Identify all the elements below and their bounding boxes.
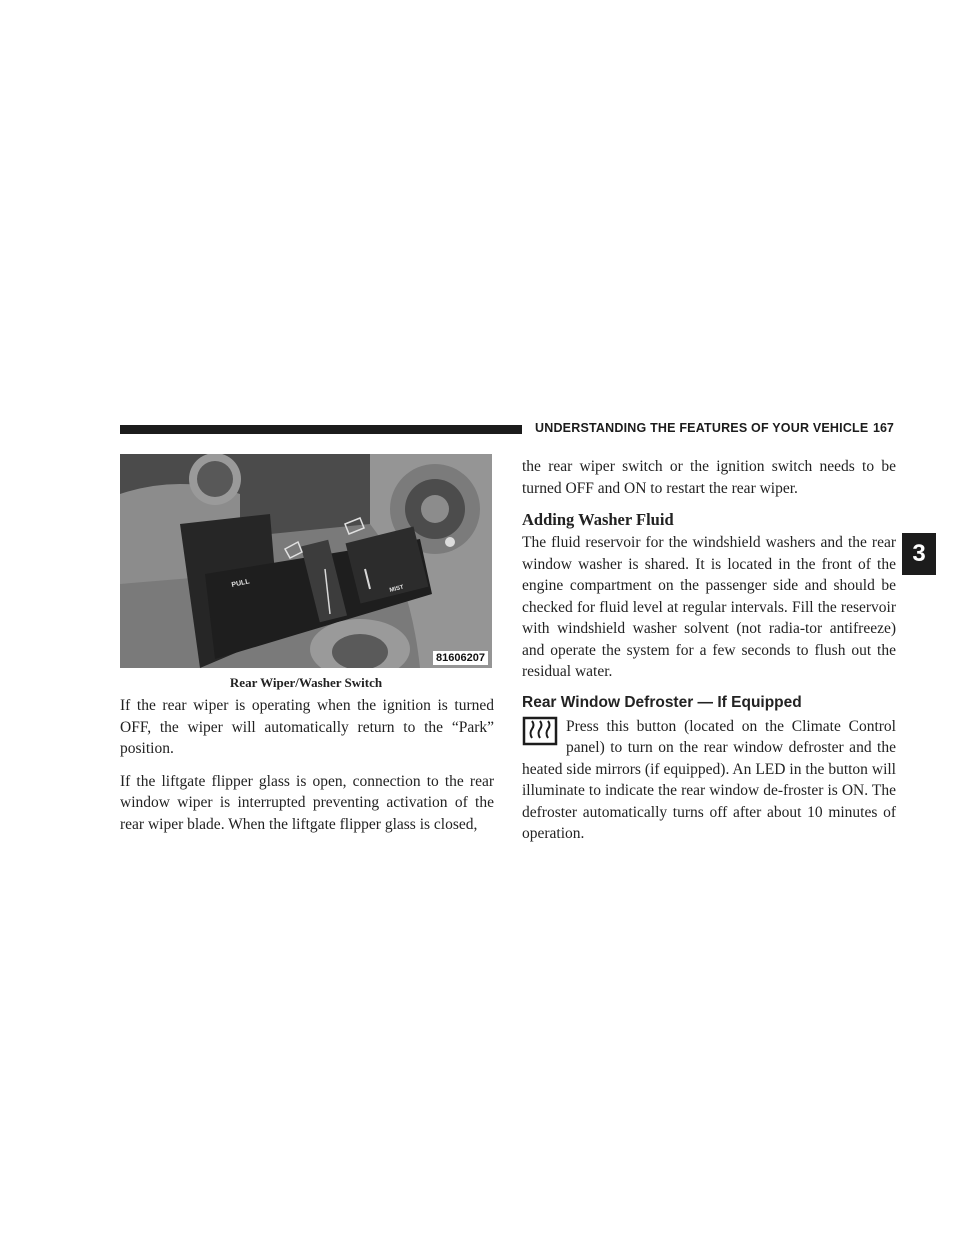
- pull-label: PULL: [230, 578, 251, 589]
- running-header-title: UNDERSTANDING THE FEATURES OF YOUR VEHICLE: [535, 421, 869, 435]
- washer-fluid-paragraph: The fluid reservoir for the windshield washers and the rear window washer is shared. It is located in the front of the engine compartment on the passenger side and should be checked for fluid level at regular intervals. Fill the reservoir with windshield washer solvent (not radia-tor antifreeze) and operate the system for a few seconds to flush out the residual water.: [522, 534, 896, 680]
- figure-code: 81606207: [433, 651, 488, 665]
- continuation-paragraph: the rear wiper switch or the ignition switch needs to be turned OFF and ON to restart the rear wiper.: [522, 458, 896, 497]
- figure-caption: Rear Wiper/Washer Switch: [229, 675, 383, 690]
- chapter-tab: 3: [902, 533, 936, 575]
- right-column: [522, 456, 896, 856]
- mist-label: MIST: [389, 584, 405, 594]
- page-number: 167: [873, 421, 894, 435]
- wiper-switch-photo: [120, 454, 492, 668]
- rear-defroster-icon: [522, 716, 558, 746]
- wiper-switch-illustration: [120, 454, 492, 668]
- body-paragraph: If the liftgate flipper glass is open, connection to the rear window wiper is interrupted preventing activation of the rear wiper blade. When the liftgate flipper glass is closed,: [120, 772, 494, 833]
- header-rule: [120, 425, 522, 434]
- rear-defroster-paragraph: Press this button (located on the Climate Control panel) to turn on the rear window defroster and the heated side mirrors (if equipped). An LED in the button will illuminate to indicate the rear window de-froster is ON. The defroster automatically turns off after about 10 minutes of operation.: [522, 717, 896, 842]
- body-paragraph: If the rear wiper is operating when the ignition is turned OFF, the wiper will automatically return to the “Park” position.: [120, 697, 494, 757]
- section-heading-washer-fluid: Adding Washer Fluid: [522, 510, 674, 529]
- left-column: [120, 695, 494, 846]
- section-heading-rear-defroster: Rear Window Defroster — If Equipped: [522, 693, 802, 711]
